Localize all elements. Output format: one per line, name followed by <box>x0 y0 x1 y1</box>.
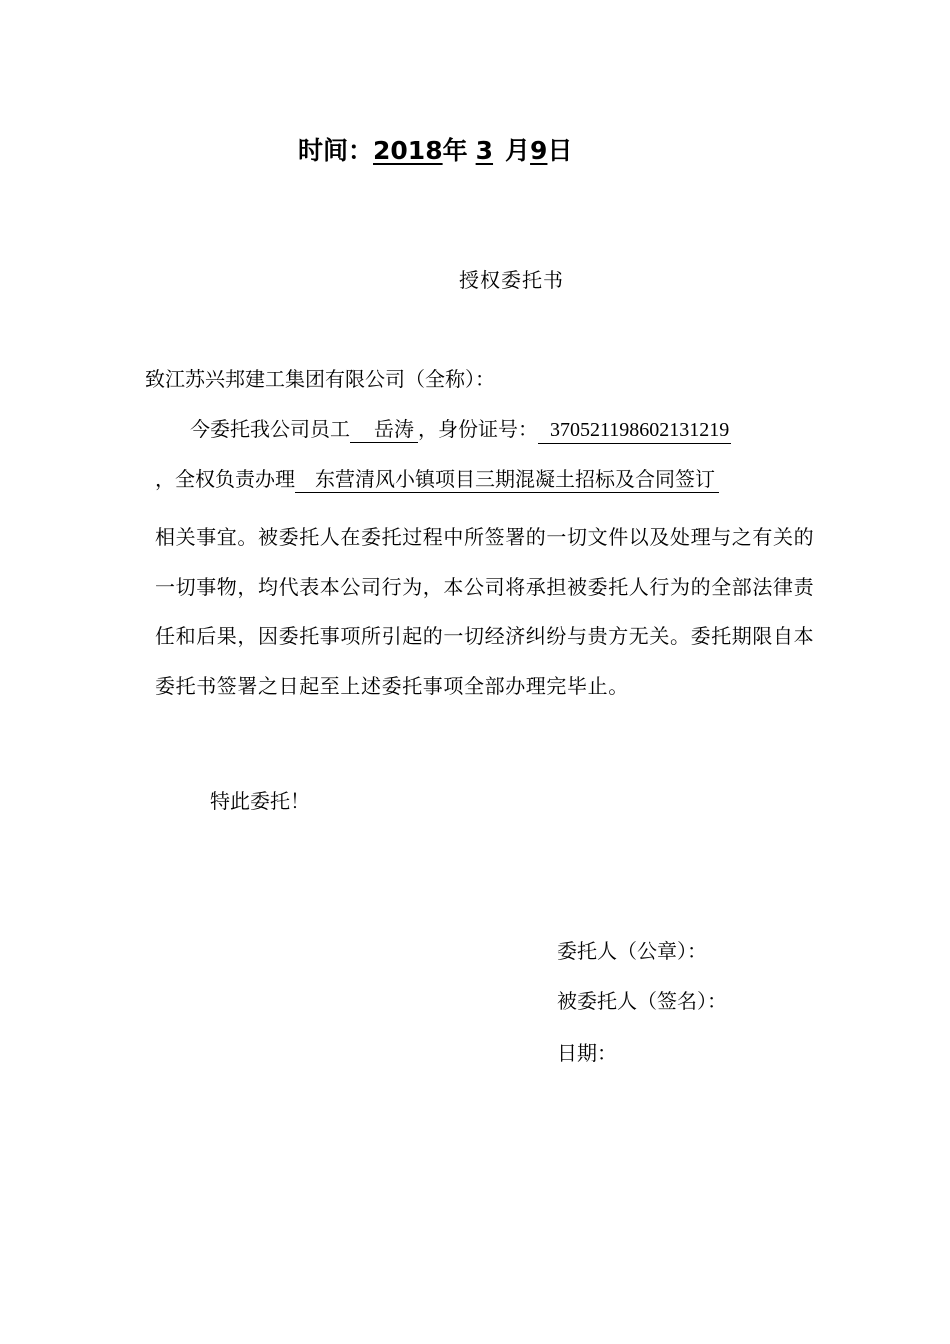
delegation-intro: 今委托我公司员工 <box>190 417 350 441</box>
addressee-line: 致江苏兴邦建工集团有限公司（全称）： <box>145 367 495 391</box>
matter-field: 东营清风小镇项目三期混凝土招标及合同签订 <box>295 466 719 493</box>
authorization-paragraph: 相关事宜。被委托人在委托过程中所签署的一切文件以及处理与之有关的一切事物，均代表本公司行为，本公司将承担被委托人行为的全部法律责任和后果，因委托事项所引起的一切经济纠纷与贵方无关。委托期限自本委托书签署之日起至上述委托事项全部办理完毕止。 <box>155 525 815 698</box>
client-seal-line: 委托人（公章）： <box>557 939 707 963</box>
closing-line: 特此委托！ <box>210 789 310 813</box>
date-month: 3 <box>475 136 494 165</box>
date-day: 9 <box>530 136 548 165</box>
date-day-suffix: 日 <box>547 136 573 165</box>
matter-prefix: ，全权负责办理 <box>155 467 295 491</box>
employee-name-field: 岳涛 <box>350 416 418 443</box>
matter-line <box>155 464 719 494</box>
signature-date-line: 日期： <box>557 1041 617 1065</box>
date-label: 时间： <box>298 136 374 165</box>
id-number-field: 370521198602131219 <box>538 417 731 444</box>
document-date <box>298 134 572 168</box>
id-label: ，身份证号： <box>418 417 538 441</box>
date-year: 2018 <box>373 136 443 165</box>
date-month-suffix: 月 <box>505 136 531 165</box>
date-year-suffix: 年 <box>442 136 468 165</box>
date-month-field <box>468 136 505 165</box>
document-title: 授权委托书 <box>459 268 564 292</box>
delegation-line <box>190 414 731 444</box>
agent-signature-line: 被委托人（签名）： <box>557 989 727 1013</box>
